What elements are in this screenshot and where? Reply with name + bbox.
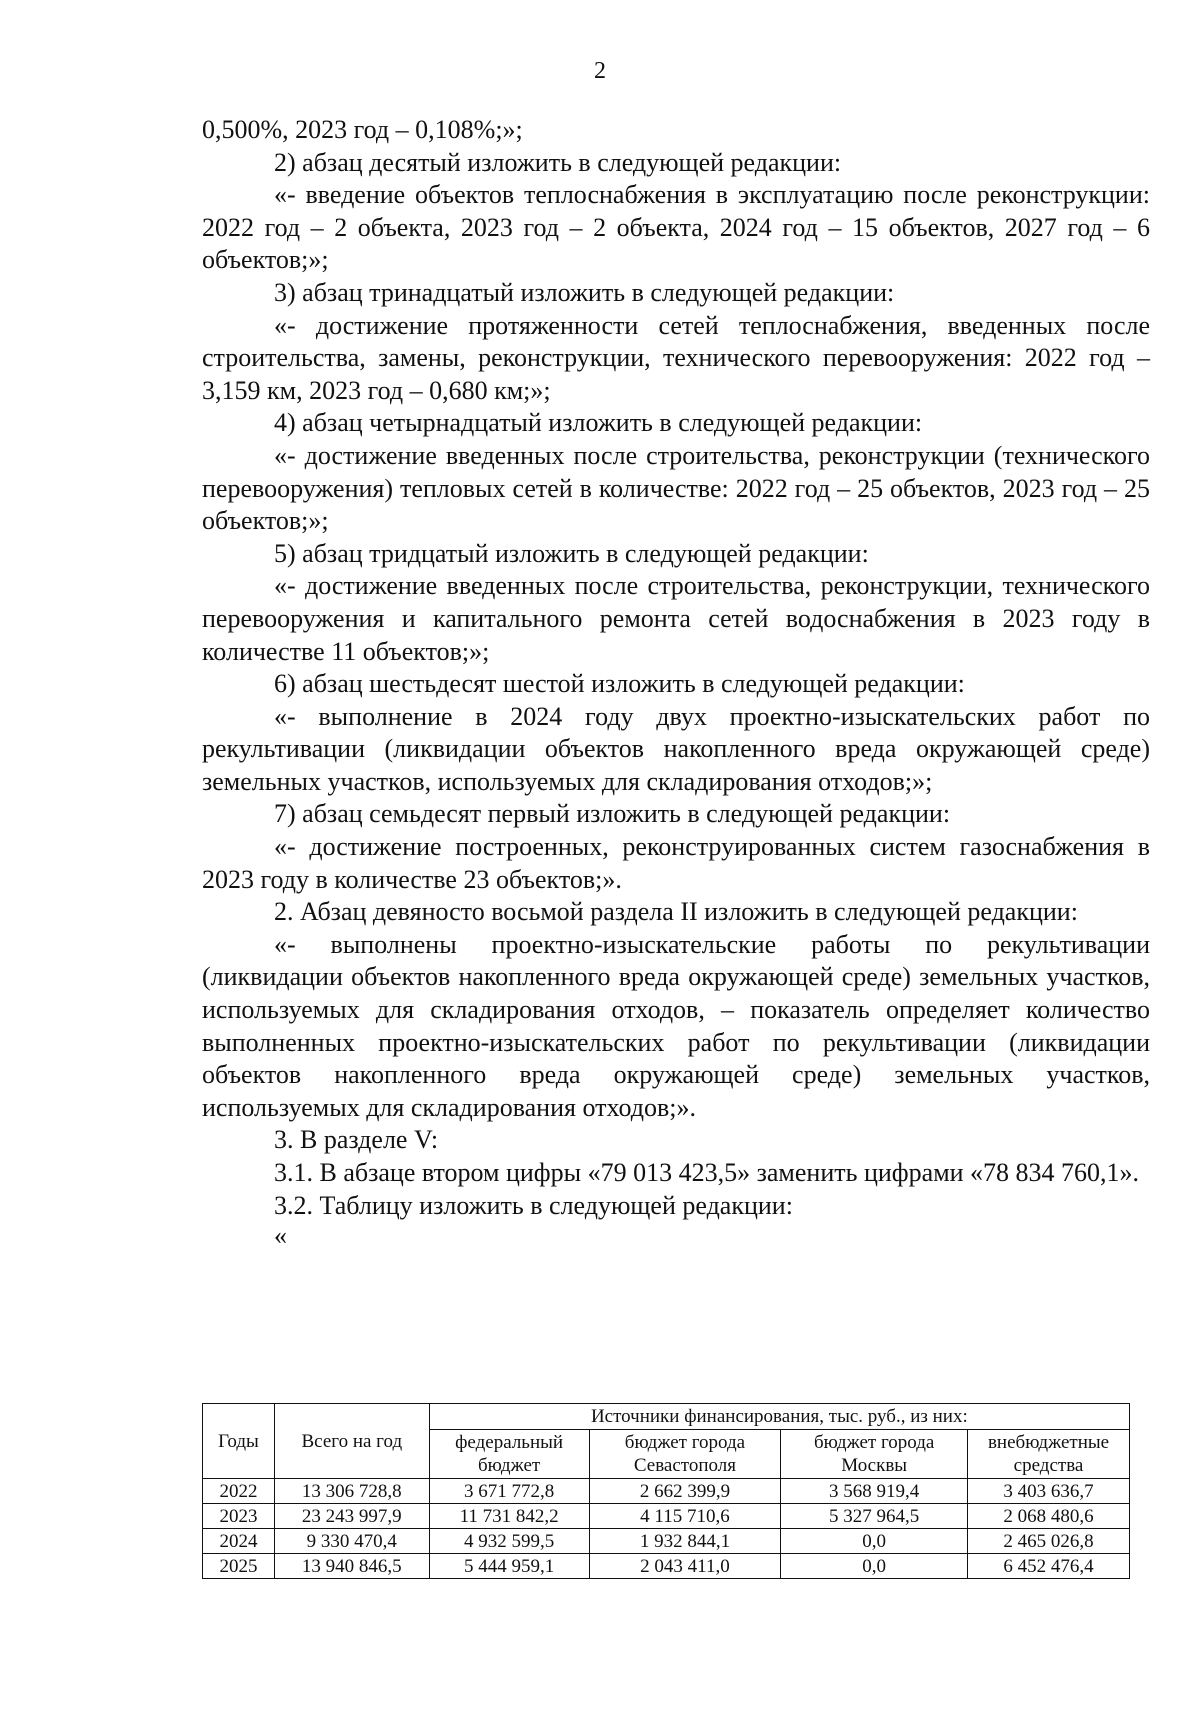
header-sevastopol: бюджет города Севастополя	[589, 1430, 781, 1479]
document-body	[202, 114, 1150, 1250]
cell-federal: 11 731 842,2	[429, 1504, 589, 1529]
header-total: Всего на год	[274, 1404, 429, 1479]
cell-extrabudget: 6 452 476,4	[968, 1554, 1130, 1579]
cell-moscow: 5 327 964,5	[781, 1504, 968, 1529]
paragraph: 3) абзац тринадцатый изложить в следующей редакции:	[274, 277, 895, 307]
paragraph: «- выполнены проектно-изыскательские работы по рекультивации (ликвидации объектов накопленного вреда окружающей среде) земельных участков, используемых для складирования отходов, – показатель определяет количество выполненных проектно-изыскательских работ по рекультивации (ликвидации объектов накопленного вреда окружающей среде) земельных участков, используемых для складирования отходов;».	[202, 929, 1150, 1122]
table-row	[203, 1479, 1130, 1504]
cell-year: 2025	[203, 1554, 275, 1579]
cell-year: 2024	[203, 1529, 275, 1554]
cell-moscow: 0,0	[781, 1529, 968, 1554]
paragraph: 6) абзац шестьдесят шестой изложить в следующей редакции:	[274, 669, 965, 699]
paragraph: 2. Абзац девяносто восьмой раздела II изложить в следующей редакции:	[274, 897, 1078, 927]
opening-quote: «	[274, 1221, 287, 1251]
cell-extrabudget: 2 068 480,6	[968, 1504, 1130, 1529]
page-number: 2	[594, 58, 606, 84]
cell-total: 9 330 470,4	[274, 1529, 429, 1554]
paragraph: «- достижение введенных после строительства, реконструкции (технического перевооружения) тепловых сетей в количестве: 2022 год – 25 объектов, 2023 год – 25 объектов;»;	[202, 440, 1150, 536]
paragraph: 3.2. Таблицу изложить в следующей редакции:	[274, 1190, 793, 1220]
cell-sevastopol: 2 043 411,0	[589, 1554, 781, 1579]
paragraph: 5) абзац тридцатый изложить в следующей редакции:	[274, 538, 869, 568]
header-years: Годы	[203, 1404, 275, 1479]
cell-federal: 5 444 959,1	[429, 1554, 589, 1579]
cell-total: 13 940 846,5	[274, 1554, 429, 1579]
financing-table	[202, 1403, 1130, 1579]
paragraph: «- выполнение в 2024 году двух проектно-изыскательских работ по рекультивации (ликвидации объектов накопленного вреда окружающей среде) земельных участков, используемых для складирования отходов;»;	[202, 701, 1150, 796]
cell-federal: 4 932 599,5	[429, 1529, 589, 1554]
cell-sevastopol: 2 662 399,9	[589, 1479, 781, 1504]
cell-total: 13 306 728,8	[274, 1479, 429, 1504]
cell-moscow: 0,0	[781, 1554, 968, 1579]
cell-sevastopol: 1 932 844,1	[589, 1529, 781, 1554]
header-extrabudget: внебюджетные средства	[968, 1430, 1130, 1479]
table-row	[203, 1554, 1130, 1579]
header-federal: федеральный бюджет	[429, 1430, 589, 1479]
cell-extrabudget: 3 403 636,7	[968, 1479, 1130, 1504]
table-row	[203, 1504, 1130, 1529]
cell-year: 2023	[203, 1504, 275, 1529]
paragraph: 0,500%, 2023 год – 0,108%;»;	[202, 115, 523, 144]
cell-total: 23 243 997,9	[274, 1504, 429, 1529]
header-moscow: бюджет города Москвы	[781, 1430, 968, 1479]
paragraph: 2) абзац десятый изложить в следующей редакции:	[274, 147, 842, 177]
paragraph: «- введение объектов теплоснабжения в эксплуатацию после реконструкции: 2022 год – 2 объекта, 2023 год – 2 объекта, 2024 год – 15 объектов, 2027 год – 6 объектов;»;	[202, 180, 1150, 275]
header-sources: Источники финансирования, тыс. руб., из них:	[429, 1404, 1129, 1430]
table-row	[203, 1529, 1130, 1554]
paragraph: «- достижение введенных после строительства, реконструкции, технического перевооружения и капитального ремонта сетей водоснабжения в 2023 году в количестве 11 объектов;»;	[202, 571, 1150, 666]
cell-moscow: 3 568 919,4	[781, 1479, 968, 1504]
paragraph: 7) абзац семьдесят первый изложить в следующей редакции:	[274, 799, 951, 829]
cell-extrabudget: 2 465 026,8	[968, 1529, 1130, 1554]
cell-sevastopol: 4 115 710,6	[589, 1504, 781, 1529]
paragraph: 3.1. В абзаце втором цифры «79 013 423,5» заменить цифрами «78 834 760,1».	[274, 1158, 1140, 1187]
paragraph: «- достижение построенных, реконструированных систем газоснабжения в 2023 году в количестве 23 объектов;».	[202, 832, 1150, 894]
paragraph: 3. В разделе V:	[274, 1125, 439, 1155]
cell-federal: 3 671 772,8	[429, 1479, 589, 1504]
paragraph: «- достижение протяженности сетей теплоснабжения, введенных после строительства, замены, реконструкции, технического перевооружения: 2022 год – 3,159 км, 2023 год – 0,680 км;»;	[202, 310, 1150, 405]
paragraph: 4) абзац четырнадцатый изложить в следующей редакции:	[274, 408, 923, 438]
cell-year: 2022	[203, 1479, 275, 1504]
